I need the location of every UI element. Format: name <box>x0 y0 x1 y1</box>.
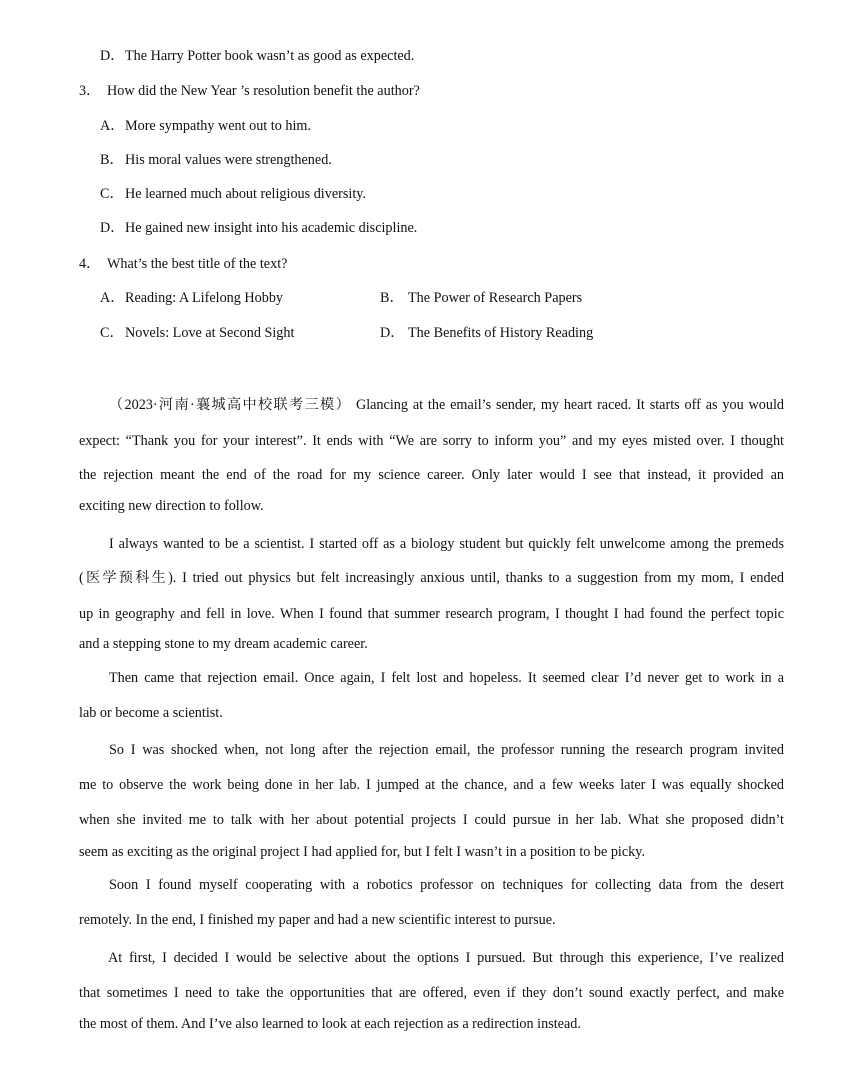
q4-option-d <box>380 324 593 342</box>
passage-p6-line-2: that sometimes I need to take the opportunities that are offered, even if they don’t sound exactly perfect, and make <box>79 985 784 1001</box>
option-text: Reading: A Lifelong Hobby <box>125 290 284 306</box>
option-label: B． <box>100 152 124 168</box>
question-number: 3． <box>79 83 101 99</box>
option-label: B． <box>380 290 404 306</box>
passage-p1-line-1: （2023·河南·襄城高中校联考三模） Glancing at the email’s sender, my heart raced. It starts off as you would <box>109 397 784 413</box>
passage-p6-line-1: At first, I decided I would be selective about the options I pursued. But through this experience, I’ve realized <box>108 950 784 966</box>
passage-p5-line-2: remotely. In the end, I finished my paper and had a new scientific interest to pursue. <box>79 912 556 928</box>
option-label: D． <box>380 325 405 341</box>
passage-p3-line-2: lab or become a scientist. <box>79 705 223 721</box>
passage-p1-line-3: the rejection meant the end of the road for my science career. Only later would I see that instead, it provided an <box>79 467 784 483</box>
q4-option-a <box>100 289 283 307</box>
passage-p4-line-2: me to observe the work being done in her lab. I jumped at the chance, and a few weeks later I was equally shocked <box>79 777 784 793</box>
passage-p2-line-2: (医学预科生). I tried out physics but felt increasingly anxious until, thanks to a suggestion from my mom, I ended <box>79 570 785 586</box>
option-text: He gained new insight into his academic discipline. <box>125 220 418 236</box>
option-text: His moral values were strengthened. <box>125 152 332 168</box>
option-text: He learned much about religious diversity. <box>125 186 366 202</box>
q4-option-b <box>380 289 582 307</box>
option-label: A． <box>100 118 125 134</box>
q4-stem <box>79 255 287 273</box>
passage-p3-line-1: Then came that rejection email. Once again, I felt lost and hopeless. It seemed clear I’d never get to work in a <box>109 670 784 686</box>
option-text: The Benefits of History Reading <box>408 325 594 341</box>
passage-p5-line-1: Soon I found myself cooperating with a robotics professor on techniques for collecting data from the desert <box>109 877 784 893</box>
passage-p4-line-3: when she invited me to talk with her about potential projects I could pursue in her lab. What she proposed didn’t <box>79 812 784 828</box>
q3-stem <box>79 82 420 100</box>
passage-p6-line-3: the most of them. And I’ve also learned to look at each rejection as a redirection instead. <box>79 1016 581 1032</box>
q4-option-c <box>100 324 294 342</box>
option-text: Novels: Love at Second Sight <box>125 325 295 341</box>
question-text: How did the New Year ’s resolution benefit the author? <box>107 83 420 99</box>
passage-p2-line-4: and a stepping stone to my dream academic career. <box>79 636 368 652</box>
option-label: C． <box>100 325 124 341</box>
question-text: What’s the best title of the text? <box>107 256 288 272</box>
passage-p2-line-1: I always wanted to be a scientist. I started off as a biology student but quickly felt unwelcome among the premeds <box>109 536 784 552</box>
q2-option-d <box>100 47 414 65</box>
passage-p1-line-2: expect: “Thank you for your interest”. It ends with “We are sorry to inform you” and my eyes misted over. I thought <box>79 433 784 449</box>
passage-p1-line-4: exciting new direction to follow. <box>79 498 264 514</box>
option-text: The Power of Research Papers <box>408 290 583 306</box>
option-label: D． <box>100 220 125 236</box>
passage-p4-line-1: So I was shocked when, not long after the rejection email, the professor running the research program invited <box>109 742 784 758</box>
passage-p4-line-4: seem as exciting as the original project I had applied for, but I felt I wasn’t in a position to be picky. <box>79 844 645 860</box>
option-label: C． <box>100 186 124 202</box>
question-number: 4． <box>79 256 101 272</box>
option-label: A． <box>100 290 125 306</box>
option-text: More sympathy went out to him. <box>125 118 311 134</box>
passage-p2-line-3: up in geography and fell in love. When I found that summer research program, I thought I had found the perfect topic <box>79 606 784 622</box>
q3-option-d <box>100 219 417 237</box>
option-label: D． <box>100 48 125 64</box>
q3-option-b <box>100 151 332 169</box>
option-text: The Harry Potter book wasn’t as good as expected. <box>125 48 415 64</box>
q3-option-a <box>100 117 311 135</box>
q3-option-c <box>100 185 366 203</box>
